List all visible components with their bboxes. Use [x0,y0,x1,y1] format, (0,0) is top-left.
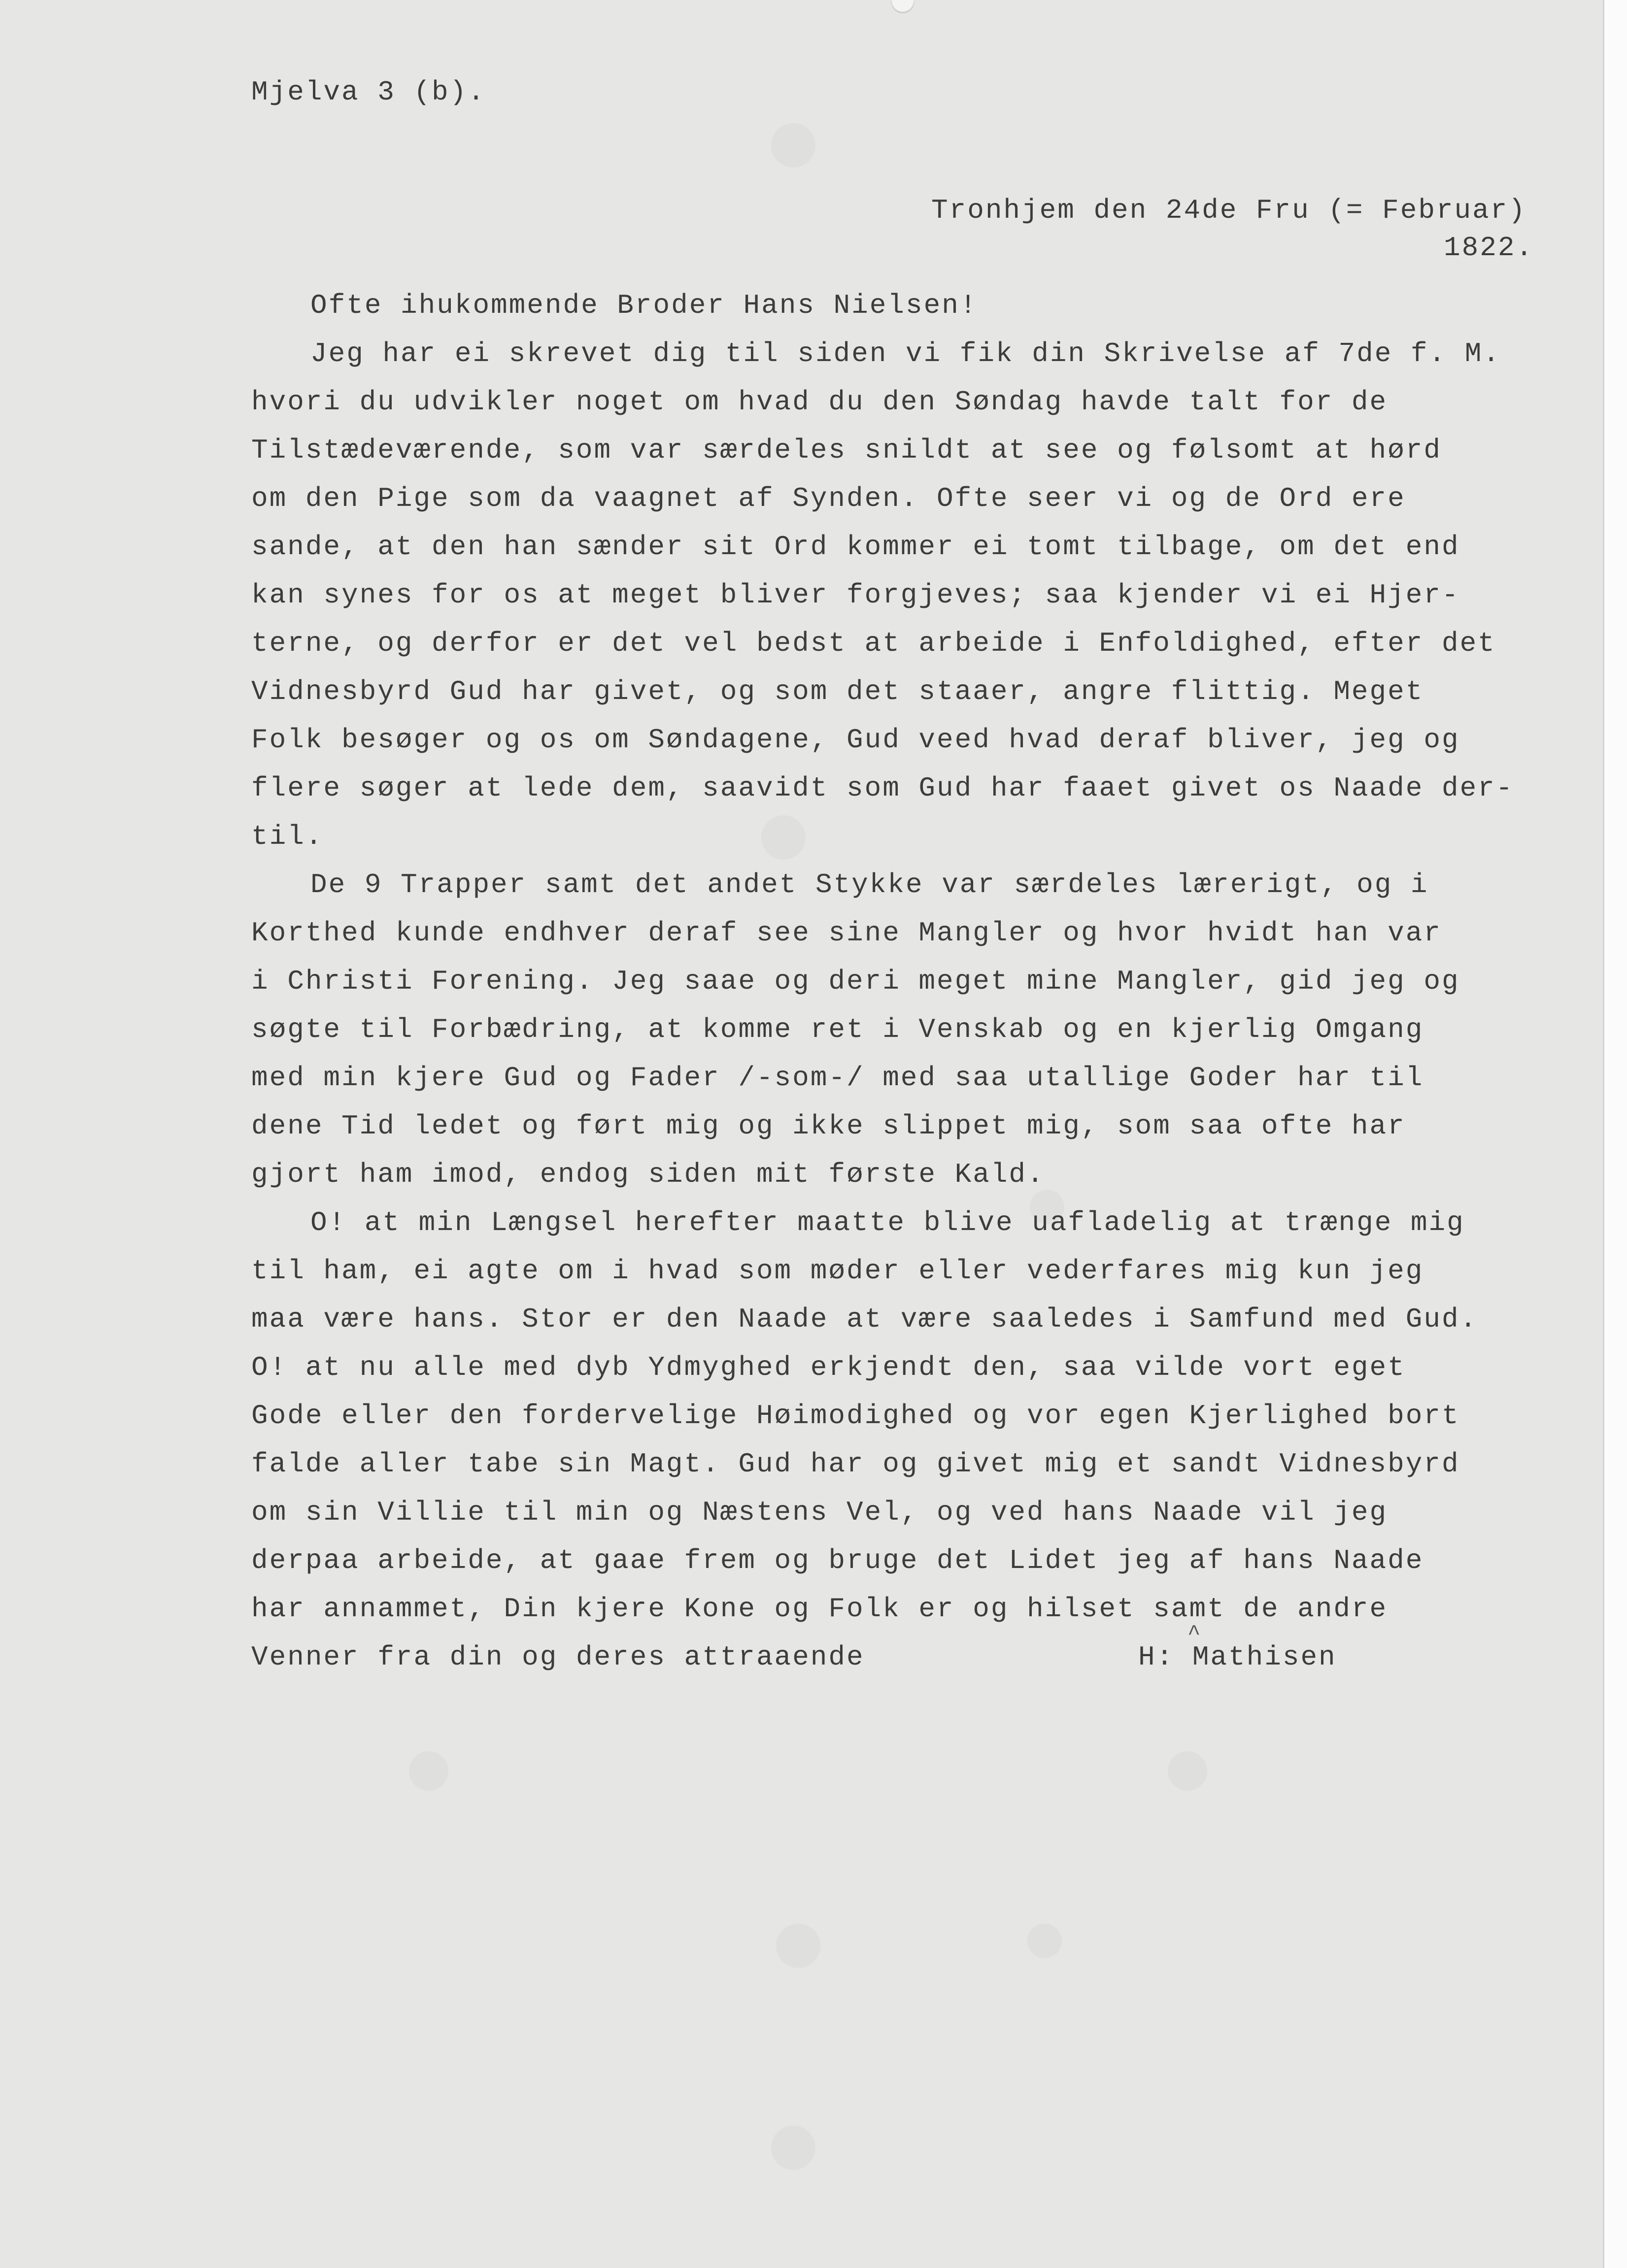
text-line: derpaa arbeide, at gaae frem og bruge det Lidet jeg af hans Naade [251,1545,1424,1576]
text-line: søgte til Forbædring, at komme ret i Venskab og en kjerlig Omgang [251,1014,1424,1045]
text-line: O! at min Længsel herefter maatte blive uafladelig at trænge mig [310,1207,1465,1238]
text-line: Korthed kunde endhver deraf see sine Mangler og hvor hvidt han var [251,917,1442,949]
text-line: Folk besøger og os om Søndagene, Gud veed hvad deraf bliver, jeg og [251,724,1460,756]
text-line: gjort ham imod, endog siden mit første Kald. [251,1159,1045,1190]
text-line: Gode eller den fordervelige Høimodighed og vor egen Kjerlighed bort [251,1400,1460,1432]
text-line: De 9 Trapper samt det andet Stykke var særdeles lærerigt, og i [310,869,1429,901]
text-line: til ham, ei agte om i hvad som møder eller vederfares mig kun jeg [251,1255,1424,1287]
insertion-caret: ^ [1187,1622,1202,1646]
date-line: Tronhjem den 24de Fru (= Februar) [931,195,1526,226]
text-line: sande, at den han sænder sit Ord kommer ei tomt tilbage, om det end [251,531,1460,563]
text-line: om den Pige som da vaagnet af Synden. Ofte seer vi og de Ord ere [251,483,1406,514]
date-year: 1822. [1444,232,1534,264]
text-line: om sin Villie til min og Næstens Vel, og ved hans Naade vil jeg [251,1497,1388,1528]
text-line: med min kjere Gud og Fader /-som-/ med saa utallige Goder har til [251,1062,1424,1094]
text-line: maa være hans. Stor er den Naade at være saaledes i Samfund med Gud. [251,1303,1478,1335]
salutation: Ofte ihukommende Broder Hans Nielsen! [310,290,978,321]
text-line: Tilstædeværende, som var særdeles snildt at see og følsomt at hørd [251,434,1442,466]
text-line: i Christi Forening. Jeg saae og deri meget mine Mangler, gid jeg og [251,966,1460,997]
text-line: dene Tid ledet og ført mig og ikke slippet mig, som saa ofte har [251,1110,1406,1142]
signature: H: Mathisen [1138,1641,1337,1673]
text-line: Jeg har ei skrevet dig til siden vi fik din Skrivelse af 7de f. M. [310,338,1501,369]
text-line: terne, og derfor er det vel bedst at arbeide i Enfoldighed, efter det [251,628,1496,659]
text-line: O! at nu alle med dyb Ydmyghed erkjendt den, saa vilde vort eget [251,1352,1406,1383]
text-line: til. [251,821,324,852]
text-line: kan synes for os at meget bliver forgjeves; saa kjender vi ei Hjer- [251,579,1460,611]
text-line: falde aller tabe sin Magt. Gud har og givet mig et sandt Vidnesbyrd [251,1448,1460,1480]
text-line: flere søger at lede dem, saavidt som Gud har faaet givet os Naade der- [251,772,1514,804]
archive-reference: Mjelva 3 (b). [251,76,486,108]
closing-line: Venner fra din og deres attraaende [251,1641,865,1673]
text-line: har annammet, Din kjere Kone og Folk er og hilset samt de andre [251,1593,1388,1625]
text-line: Vidnesbyrd Gud har givet, og som det staaer, angre flittig. Meget [251,676,1424,707]
text-line: hvori du udvikler noget om hvad du den Søndag havde talt for de [251,386,1388,418]
